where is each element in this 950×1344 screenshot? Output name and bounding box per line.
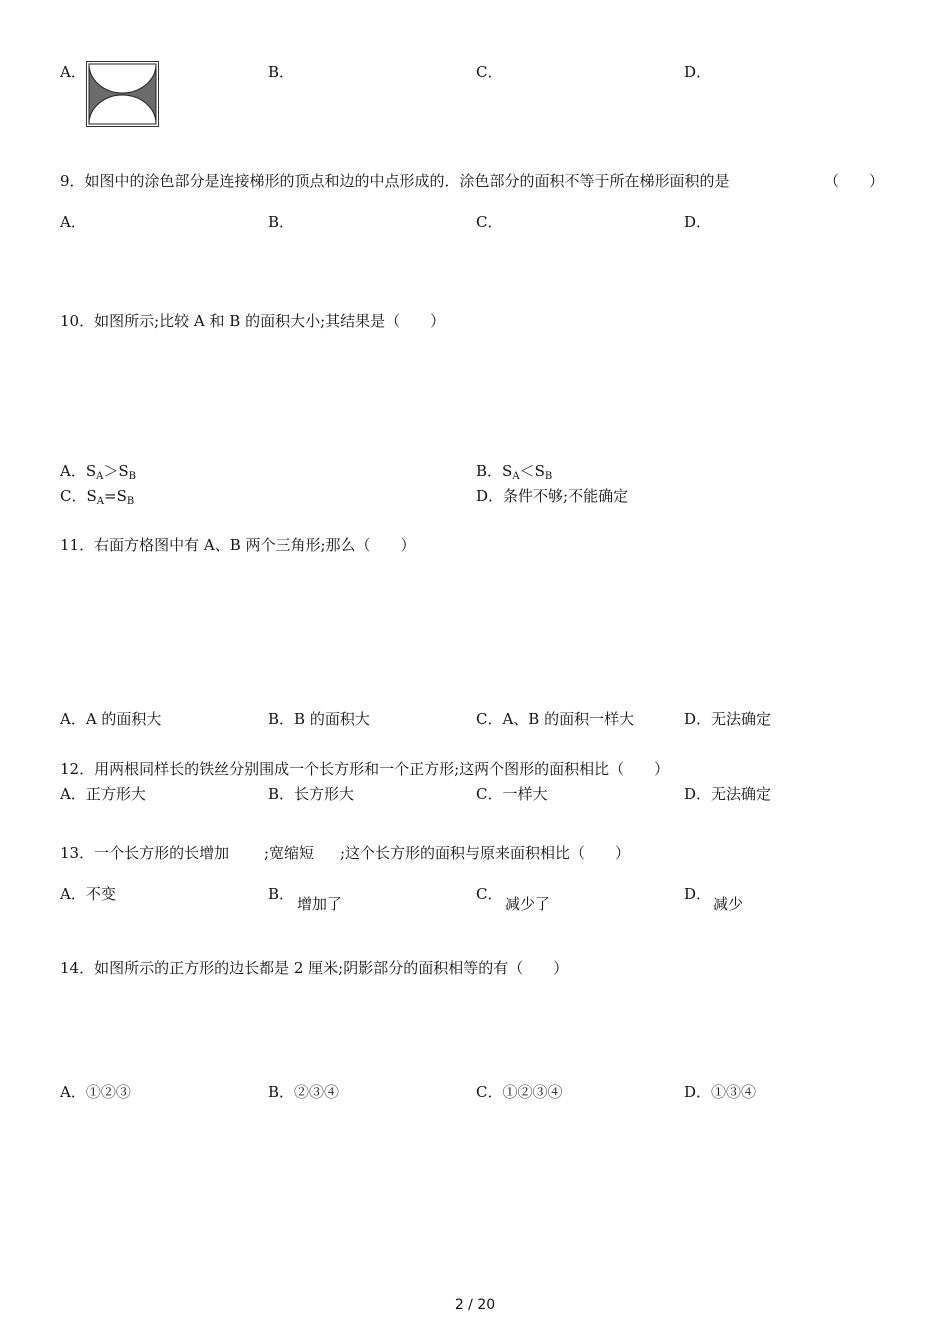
q9-answer-paren: （ ） xyxy=(824,172,885,190)
q14-option-b[interactable] xyxy=(268,1083,339,1101)
q13-stem-part2: ;宽缩短 xyxy=(264,844,315,862)
q8-option-b[interactable] xyxy=(268,63,294,81)
q10-option-c-sub2: B xyxy=(126,496,135,507)
q13-option-a[interactable] xyxy=(60,885,116,903)
q14-option-a-label: A．①②③ xyxy=(60,1083,131,1101)
q13-option-d-prefix: D． xyxy=(684,885,712,903)
q13-option-b-prefix: B． xyxy=(268,885,295,903)
q13-option-b[interactable] xyxy=(268,885,294,903)
q14-option-d-label: D．①③④ xyxy=(684,1083,757,1101)
q14-option-d[interactable] xyxy=(684,1083,756,1101)
q9-option-c-label: C． xyxy=(476,213,503,231)
q12-option-a[interactable] xyxy=(60,785,146,803)
q9-stem xyxy=(60,172,730,190)
q8-option-d[interactable] xyxy=(684,63,711,81)
q10-option-a-s2: S xyxy=(118,462,129,480)
page-number xyxy=(0,1297,950,1313)
q13-stem-part3: ;这个长方形的面积与原来面积相比（ ） xyxy=(340,844,631,862)
q10-option-c-s1: S xyxy=(86,487,97,505)
q10-option-a-sub1: A xyxy=(96,471,104,482)
q10-option-a-s1: S xyxy=(85,462,97,480)
page-total: 20 xyxy=(477,1297,496,1313)
q14-option-c[interactable] xyxy=(476,1083,562,1101)
q11-stem: 11．右面方格图中有 A、B 两个三角形;那么（ ） xyxy=(60,536,416,554)
q11-option-c-label: C．A、B 的面积一样大 xyxy=(476,710,635,728)
q9-option-c[interactable] xyxy=(476,213,502,231)
q13-option-d[interactable] xyxy=(684,885,711,903)
q8-option-c-label: C． xyxy=(476,63,503,81)
q12-option-d-label: D．无法确定 xyxy=(684,785,772,803)
q10-option-b-s1: S xyxy=(502,462,513,480)
q10-stem: 10．如图所示;比较 A 和 B 的面积大小;其结果是（ ） xyxy=(60,312,446,330)
q10-option-c-s2: S xyxy=(116,487,127,505)
q8-option-a-label: A． xyxy=(60,63,86,81)
q12-option-d[interactable] xyxy=(684,785,771,803)
q10-option-b-relation: ＜ xyxy=(519,462,535,480)
q9-stem-text: 9．如图中的涂色部分是连接梯形的顶点和边的中点形成的．涂色部分的面积不等于所在梯形面积的是 xyxy=(60,172,730,190)
q8-option-b-label: B． xyxy=(268,63,295,81)
q14-stem: 14．如图所示的正方形的边长都是 2 厘米;阴影部分的面积相等的有（ ） xyxy=(60,959,569,977)
q11-option-a-label: A．A 的面积大 xyxy=(60,710,162,728)
q10-option-d[interactable] xyxy=(476,487,628,505)
q10-option-b-prefix: B． xyxy=(476,462,503,480)
q11-option-c[interactable] xyxy=(476,710,634,728)
q12-option-c-label: C．一样大 xyxy=(476,785,548,803)
q13-option-c[interactable] xyxy=(476,885,502,903)
q12-option-b[interactable] xyxy=(268,785,354,803)
q9-option-b[interactable] xyxy=(268,213,294,231)
q11-option-a[interactable] xyxy=(60,710,161,728)
q9-option-a[interactable] xyxy=(60,213,86,231)
q9-option-d[interactable] xyxy=(684,213,711,231)
q12-stem: 12．用两根同样长的铁丝分别围成一个长方形和一个正方形;这两个图形的面积相比（ ） xyxy=(60,760,670,778)
q11-option-b-label: B．B 的面积大 xyxy=(268,710,370,728)
q10-option-b-sub2: B xyxy=(544,471,553,482)
q10-option-a-relation: ＞ xyxy=(103,462,119,480)
q12-option-a-label: A．正方形大 xyxy=(60,785,146,803)
q9-option-b-label: B． xyxy=(268,213,295,231)
q12-option-b-label: B．长方形大 xyxy=(268,785,355,803)
q8-option-d-label: D． xyxy=(684,63,712,81)
q13-option-c-text: 减少了 xyxy=(505,895,551,913)
q10-option-c-prefix: C． xyxy=(60,487,87,505)
q11-option-b[interactable] xyxy=(268,710,370,728)
q8-option-a[interactable] xyxy=(60,63,86,81)
q10-option-b-s2: S xyxy=(534,462,545,480)
q8-option-c[interactable] xyxy=(476,63,502,81)
q13-option-d-text: 减少 xyxy=(713,895,744,913)
q10-option-b-sub1: A xyxy=(512,471,520,482)
q11-option-d-label: D．无法确定 xyxy=(684,710,772,728)
q10-option-c[interactable] xyxy=(60,487,134,505)
q8-option-a-figure xyxy=(86,61,159,127)
q12-option-c[interactable] xyxy=(476,785,547,803)
q9-option-d-label: D． xyxy=(684,213,712,231)
q10-option-c-sub1: A xyxy=(96,496,104,507)
q10-option-b[interactable] xyxy=(476,462,552,480)
q10-option-c-relation: = xyxy=(104,487,117,505)
q10-option-d-label: D．条件不够;不能确定 xyxy=(476,487,629,505)
q11-option-d[interactable] xyxy=(684,710,771,728)
q10-option-a[interactable] xyxy=(60,462,136,480)
page-current: 2 xyxy=(454,1297,464,1313)
q10-option-a-prefix: A． xyxy=(60,462,86,480)
q14-option-a[interactable] xyxy=(60,1083,131,1101)
q14-option-b-label: B．②③④ xyxy=(268,1083,340,1101)
q13-option-c-prefix: C． xyxy=(476,885,503,903)
q10-option-a-sub2: B xyxy=(128,471,137,482)
page-separator: / xyxy=(463,1297,478,1313)
q9-option-a-label: A． xyxy=(60,213,86,231)
q14-option-c-label: C．①②③④ xyxy=(476,1083,563,1101)
q13-option-a-label: A．不变 xyxy=(60,885,116,903)
q13-option-b-text: 增加了 xyxy=(297,895,343,913)
q13-stem-part1: 13．一个长方形的长增加 xyxy=(60,844,230,862)
